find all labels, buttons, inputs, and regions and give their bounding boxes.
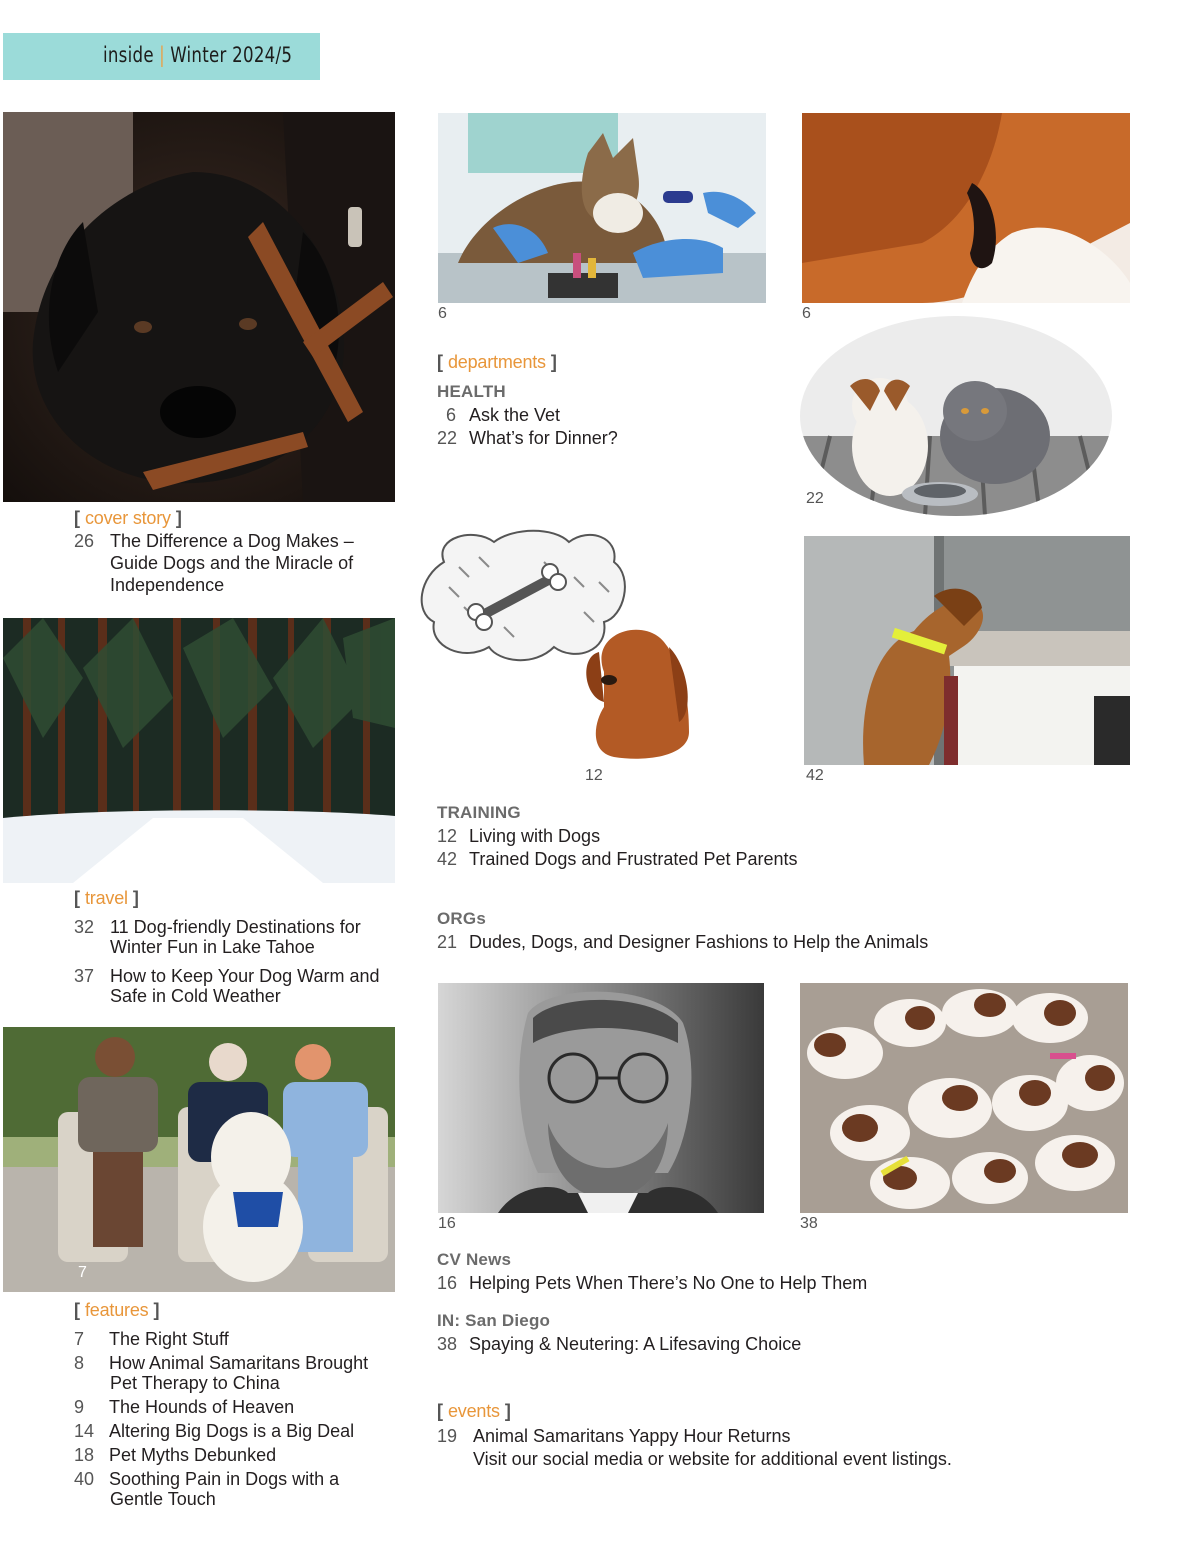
issue-label xyxy=(103,43,292,67)
entry-title: Living with Dogs xyxy=(469,826,601,846)
toc-entry-features-8[interactable] xyxy=(74,1353,394,1395)
page-number: 9 xyxy=(74,1397,85,1417)
toc-entry-features-9[interactable] xyxy=(74,1397,394,1417)
dog-counter-photo xyxy=(804,536,1130,765)
dog-dreaming-illustration xyxy=(404,522,704,767)
entry-title: Guide Dogs and the Miracle of xyxy=(110,553,354,573)
events-tag: [ events ] xyxy=(437,1401,511,1421)
health-heading: HEALTH xyxy=(437,382,506,401)
page-number: 18 xyxy=(74,1445,95,1465)
seniors-poodle-photo xyxy=(3,1027,395,1292)
vet-cat-photo xyxy=(438,113,766,303)
entry-title: Winter Fun in Lake Tahoe xyxy=(110,937,315,957)
dog-cat-bowl-caption: 22 xyxy=(806,490,824,507)
puppies-caption: 38 xyxy=(800,1215,818,1232)
toc-entry-features-40[interactable] xyxy=(74,1469,394,1511)
cv-news-heading: CV News xyxy=(437,1250,512,1269)
page-number: 40 xyxy=(74,1469,95,1489)
page-number: 12 xyxy=(437,826,458,846)
entry-title: 11 Dog-friendly Destinations for xyxy=(110,917,361,937)
entry-title: The Right Stuff xyxy=(109,1329,229,1349)
toc-entry-cvnews-16[interactable] xyxy=(437,1273,997,1293)
entry-title: What’s for Dinner? xyxy=(469,428,618,448)
page-number: 32 xyxy=(74,917,95,937)
man-portrait-caption: 16 xyxy=(438,1215,456,1232)
entry-title: The Hounds of Heaven xyxy=(109,1397,295,1417)
page-number: 38 xyxy=(437,1334,458,1354)
toc-entry-sandiego-38[interactable] xyxy=(437,1334,997,1354)
page-number: 14 xyxy=(74,1421,95,1441)
page-number: 26 xyxy=(74,531,95,551)
page-number: 6 xyxy=(445,405,456,425)
entry-title: Altering Big Dogs is a Big Deal xyxy=(109,1421,355,1441)
toc-entry-events-19[interactable] xyxy=(437,1426,1037,1446)
dog-counter-caption: 42 xyxy=(806,767,824,784)
orgs-heading: ORGs xyxy=(437,909,486,928)
toc-entry-cover-26[interactable] xyxy=(74,531,394,597)
entry-title: Pet Therapy to China xyxy=(110,1373,280,1393)
snow-forest-photo xyxy=(3,618,395,883)
entry-title: Dudes, Dogs, and Designer Fashions to Help the Animals xyxy=(469,932,929,952)
header-inside: inside xyxy=(103,43,154,67)
departments-tag: [ departments ] xyxy=(437,352,557,372)
entry-title: Ask the Vet xyxy=(469,405,561,425)
entry-title: The Difference a Dog Makes – xyxy=(110,531,354,551)
toc-entry-features-7[interactable] xyxy=(74,1329,394,1349)
entry-title: Helping Pets When There’s No One to Help Them xyxy=(469,1273,868,1293)
header-separator: | xyxy=(159,43,165,67)
page-number: 19 xyxy=(437,1426,458,1446)
entry-title: Independence xyxy=(110,575,225,595)
toc-entry-health-22[interactable] xyxy=(437,428,757,448)
entry-title: Gentle Touch xyxy=(110,1489,216,1509)
entry-title: Soothing Pain in Dogs with a xyxy=(109,1469,340,1489)
header-bar xyxy=(3,33,320,80)
training-heading: TRAINING xyxy=(437,803,521,822)
cover-story-tag: [ cover story ] xyxy=(74,508,182,528)
puppies-photo xyxy=(800,983,1128,1213)
toc-entry-training-42[interactable] xyxy=(437,849,857,869)
toc-entry-orgs-21[interactable] xyxy=(437,932,997,952)
in-san-diego-heading: IN: San Diego xyxy=(437,1311,551,1330)
travel-tag: [ travel ] xyxy=(74,888,139,908)
page-number: 16 xyxy=(437,1273,458,1293)
toc-entry-training-12[interactable] xyxy=(437,826,857,846)
entry-title: How Animal Samaritans Brought xyxy=(109,1353,369,1373)
entry-title: How to Keep Your Dog Warm and xyxy=(110,966,380,986)
page-number: 8 xyxy=(74,1353,85,1373)
man-portrait-photo xyxy=(438,983,764,1213)
entry-title: Spaying & Neutering: A Lifesaving Choice xyxy=(469,1334,802,1354)
dog-paw-photo xyxy=(802,113,1130,303)
entry-title: Animal Samaritans Yappy Hour Returns xyxy=(473,1426,791,1446)
features-tag: [ features ] xyxy=(74,1300,160,1320)
guide-dog-photo xyxy=(3,112,395,502)
entry-title: Trained Dogs and Frustrated Pet Parents xyxy=(469,849,798,869)
dog-dreaming-caption: 12 xyxy=(585,767,603,784)
toc-entry-travel-37[interactable] xyxy=(74,966,394,1008)
page-number: 21 xyxy=(437,932,458,952)
entry-title: Safe in Cold Weather xyxy=(110,986,281,1006)
page-number: 7 xyxy=(74,1329,85,1349)
toc-entry-features-18[interactable] xyxy=(74,1445,394,1465)
page-number: 42 xyxy=(437,849,458,869)
entry-title: Pet Myths Debunked xyxy=(109,1445,277,1465)
toc-entry-travel-32[interactable] xyxy=(74,917,394,959)
header-issue-date: Winter 2024/5 xyxy=(170,43,293,67)
toc-entry-health-6[interactable] xyxy=(437,405,757,425)
events-note: Visit our social media or website for additional event listings. xyxy=(473,1449,952,1469)
page-number: 22 xyxy=(437,428,458,448)
dog-cat-bowl-photo xyxy=(800,316,1112,516)
seniors-poodle-caption: 7 xyxy=(78,1264,87,1281)
dog-paw-caption: 6 xyxy=(802,305,811,322)
toc-entry-features-14[interactable] xyxy=(74,1421,394,1441)
vet-cat-caption: 6 xyxy=(438,305,447,322)
page-number: 37 xyxy=(74,966,95,986)
